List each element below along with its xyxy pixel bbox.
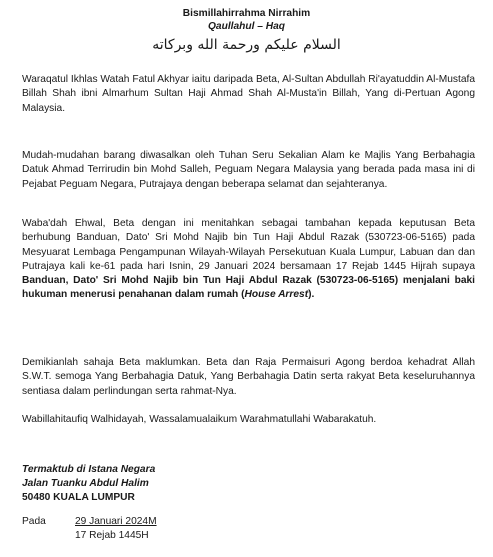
- paragraph-decree: [22, 217, 475, 303]
- address-line-1: Termaktub di Istana Negara: [22, 464, 156, 475]
- paragraph-recipient: Mudah-mudahan barang diwasalkan oleh Tuhan Seru Sekalian Alam ke Majlis Yang Berbahagia Datuk Ahmad Terrirudin bin Mohd Salleh, Peguam Negara Malaysia yang berada pada masa ini di Pejabat Peguam Negara, Putrajaya dengan beberapa selamat dan sejahteranya.: [22, 150, 475, 190]
- date-block: [22, 515, 157, 543]
- address-line-2: Jalan Tuanku Abdul Halim: [22, 477, 149, 489]
- decree-bold-text: Banduan, Dato' Sri Mohd Najib bin Tun Haji Abdul Razak (530723-06-5165) menjalani baki hukuman menerusi penahanan dalam rumah (: [22, 275, 475, 301]
- bismillah-heading: Bismillahirrahma Nirrahim: [182, 8, 311, 19]
- paragraph-closing-prayer: Demikianlah sahaja Beta maklumkan. Beta dan Raja Permaisuri Agong berdoa kehadrat Allah S.W.T. semoga Yang Berbahagia Datuk, Yang Berbahagia Datin serta rakyat Beta keseluruhannya sentiasa dalam perlindungan serta rahmat-Nya.: [22, 357, 475, 397]
- decree-text: Waba'dah Ehwal, Beta dengan ini menitahkan sebagai tambahan kepada keputusan Beta berhubung Banduan, Dato' Sri Mohd Najib bin Tun Haji Abdul Razak (530723-06-5165) pada Mesyuarat Lembaga Pengampunan Wilayah-Wilayah Persekutuan Kuala Lumpur, Labuan dan dan Putrajaya kali ke-61 pada hari Isnin, 29 Januari 2024 bersamaan 17 Rejab 1445 Hijrah supaya: [22, 218, 475, 272]
- address-block: [22, 463, 155, 504]
- decree-house-arrest: House Arrest: [244, 289, 309, 301]
- address-line-3: 50480 KUALA LUMPUR: [22, 491, 135, 503]
- date-hijri: 17 Rejab 1445H: [75, 530, 149, 541]
- decree-bold-end: ).: [308, 289, 315, 301]
- paragraph-salutation: Wabillahitaufiq Walhidayah, Wassalamualaikum Warahmatullahi Wabarakatuh.: [22, 414, 377, 425]
- date-masihi: 29 Januari 2024M: [75, 516, 157, 527]
- paragraph-sender: Waraqatul Ikhlas Watah Fatul Akhyar iaitu daripada Beta, Al-Sultan Abdullah Ri'ayatuddin Al-Mustafa Billah Shah ibni Almarhum Sultan Haji Ahmad Shah Al-Musta'in Billah, Yang di-Pertuan Agong Malaysia.: [22, 74, 475, 114]
- arabic-salam: السلام عليكم ورحمة الله وبركاته: [152, 37, 341, 53]
- qawlahu-heading: Qaullahul – Haq: [208, 21, 285, 32]
- date-label: Pada: [22, 516, 46, 527]
